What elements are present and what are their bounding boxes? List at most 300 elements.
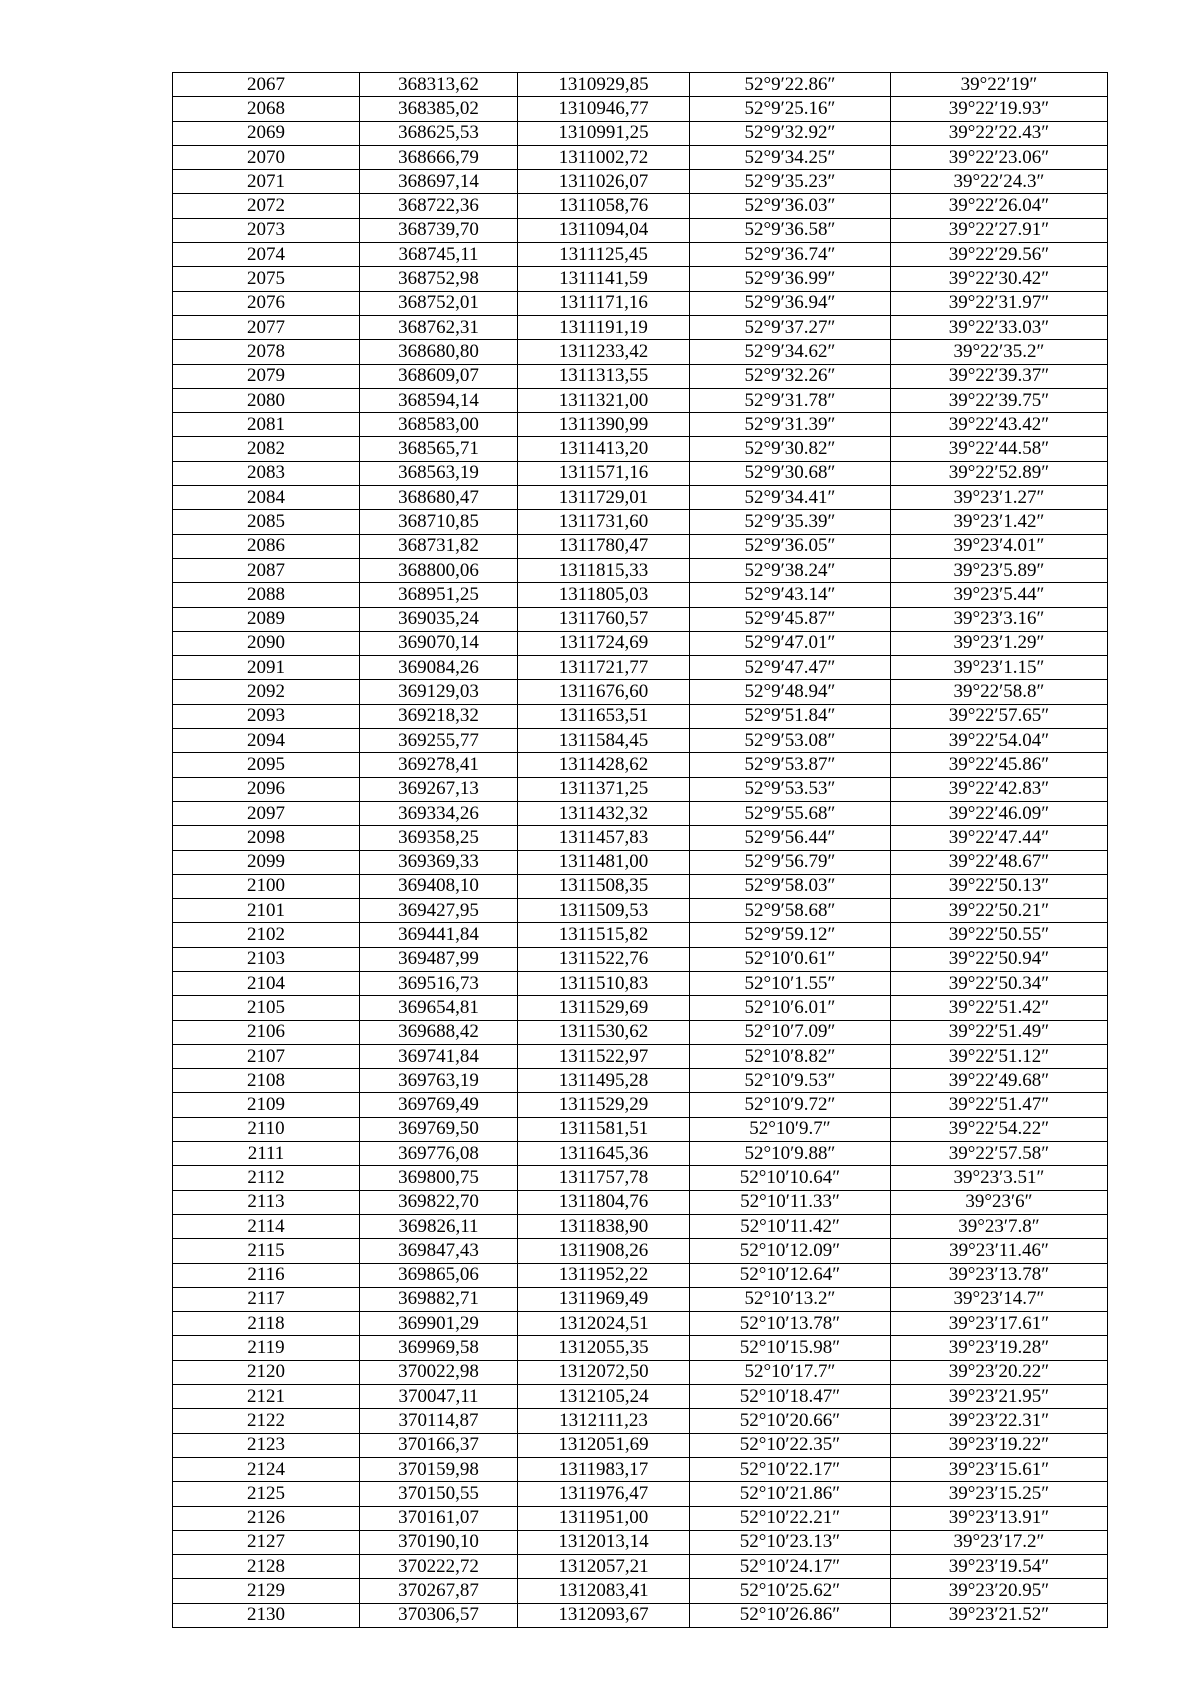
x-coordinate-cell: 370022,98 <box>360 1360 518 1384</box>
latitude-cell: 52°10′1.55″ <box>690 971 891 995</box>
y-coordinate-cell: 1311529,69 <box>518 996 690 1020</box>
point-number-cell: 2115 <box>173 1239 360 1263</box>
x-coordinate-cell: 369763,19 <box>360 1069 518 1093</box>
table-row <box>173 947 1108 971</box>
x-coordinate-cell: 368752,01 <box>360 291 518 315</box>
table-row <box>173 1069 1108 1093</box>
point-number-cell: 2085 <box>173 510 360 534</box>
x-coordinate-cell: 368710,85 <box>360 510 518 534</box>
table-row <box>173 850 1108 874</box>
y-coordinate-cell: 1311432,32 <box>518 801 690 825</box>
table-row <box>173 97 1108 121</box>
table-row <box>173 1555 1108 1579</box>
longitude-cell: 39°23′5.44″ <box>891 583 1108 607</box>
y-coordinate-cell: 1311983,17 <box>518 1457 690 1481</box>
y-coordinate-cell: 1311571,16 <box>518 461 690 485</box>
point-number-cell: 2100 <box>173 874 360 898</box>
point-number-cell: 2127 <box>173 1530 360 1554</box>
y-coordinate-cell: 1311413,20 <box>518 437 690 461</box>
latitude-cell: 52°9′36.99″ <box>690 267 891 291</box>
longitude-cell: 39°22′31.97″ <box>891 291 1108 315</box>
x-coordinate-cell: 368722,36 <box>360 194 518 218</box>
table-row <box>173 1044 1108 1068</box>
latitude-cell: 52°9′36.05″ <box>690 534 891 558</box>
y-coordinate-cell: 1311581,51 <box>518 1117 690 1141</box>
point-number-cell: 2097 <box>173 801 360 825</box>
latitude-cell: 52°10′8.82″ <box>690 1044 891 1068</box>
table-row <box>173 1093 1108 1117</box>
x-coordinate-cell: 369487,99 <box>360 947 518 971</box>
x-coordinate-cell: 368951,25 <box>360 583 518 607</box>
x-coordinate-cell: 370114,87 <box>360 1409 518 1433</box>
table-row <box>173 218 1108 242</box>
x-coordinate-cell: 370306,57 <box>360 1603 518 1627</box>
latitude-cell: 52°9′45.87″ <box>690 607 891 631</box>
table-row <box>173 534 1108 558</box>
table-row <box>173 996 1108 1020</box>
point-number-cell: 2107 <box>173 1044 360 1068</box>
y-coordinate-cell: 1311495,28 <box>518 1069 690 1093</box>
longitude-cell: 39°23′14.7″ <box>891 1287 1108 1311</box>
longitude-cell: 39°23′7.8″ <box>891 1214 1108 1238</box>
y-coordinate-cell: 1311094,04 <box>518 218 690 242</box>
latitude-cell: 52°9′55.68″ <box>690 801 891 825</box>
table-row <box>173 1409 1108 1433</box>
y-coordinate-cell: 1311321,00 <box>518 388 690 412</box>
longitude-cell: 39°22′29.56″ <box>891 243 1108 267</box>
latitude-cell: 52°9′59.12″ <box>690 923 891 947</box>
longitude-cell: 39°22′46.09″ <box>891 801 1108 825</box>
point-number-cell: 2101 <box>173 899 360 923</box>
table-row <box>173 1603 1108 1627</box>
x-coordinate-cell: 368752,98 <box>360 267 518 291</box>
y-coordinate-cell: 1310929,85 <box>518 73 690 97</box>
latitude-cell: 52°10′10.64″ <box>690 1166 891 1190</box>
y-coordinate-cell: 1310991,25 <box>518 121 690 145</box>
point-number-cell: 2072 <box>173 194 360 218</box>
longitude-cell: 39°22′50.55″ <box>891 923 1108 947</box>
point-number-cell: 2123 <box>173 1433 360 1457</box>
x-coordinate-cell: 368666,79 <box>360 145 518 169</box>
table-row <box>173 558 1108 582</box>
longitude-cell: 39°22′33.03″ <box>891 315 1108 339</box>
longitude-cell: 39°23′5.89″ <box>891 558 1108 582</box>
table-row <box>173 583 1108 607</box>
y-coordinate-cell: 1312093,67 <box>518 1603 690 1627</box>
latitude-cell: 52°9′38.24″ <box>690 558 891 582</box>
longitude-cell: 39°22′50.21″ <box>891 899 1108 923</box>
longitude-cell: 39°22′26.04″ <box>891 194 1108 218</box>
latitude-cell: 52°10′23.13″ <box>690 1530 891 1554</box>
latitude-cell: 52°10′11.33″ <box>690 1190 891 1214</box>
table-row <box>173 1433 1108 1457</box>
latitude-cell: 52°9′34.41″ <box>690 486 891 510</box>
table-row <box>173 388 1108 412</box>
longitude-cell: 39°23′6″ <box>891 1190 1108 1214</box>
y-coordinate-cell: 1311522,97 <box>518 1044 690 1068</box>
longitude-cell: 39°22′51.42″ <box>891 996 1108 1020</box>
longitude-cell: 39°23′22.31″ <box>891 1409 1108 1433</box>
y-coordinate-cell: 1311171,16 <box>518 291 690 315</box>
point-number-cell: 2088 <box>173 583 360 607</box>
latitude-cell: 52°10′13.78″ <box>690 1312 891 1336</box>
latitude-cell: 52°10′24.17″ <box>690 1555 891 1579</box>
y-coordinate-cell: 1311233,42 <box>518 340 690 364</box>
latitude-cell: 52°10′13.2″ <box>690 1287 891 1311</box>
latitude-cell: 52°10′26.86″ <box>690 1603 891 1627</box>
table-row <box>173 486 1108 510</box>
latitude-cell: 52°10′20.66″ <box>690 1409 891 1433</box>
longitude-cell: 39°23′15.25″ <box>891 1482 1108 1506</box>
table-row <box>173 826 1108 850</box>
x-coordinate-cell: 369969,58 <box>360 1336 518 1360</box>
latitude-cell: 52°10′9.7″ <box>690 1117 891 1141</box>
x-coordinate-cell: 368731,82 <box>360 534 518 558</box>
point-number-cell: 2089 <box>173 607 360 631</box>
longitude-cell: 39°22′42.83″ <box>891 777 1108 801</box>
point-number-cell: 2102 <box>173 923 360 947</box>
y-coordinate-cell: 1311141,59 <box>518 267 690 291</box>
y-coordinate-cell: 1311757,78 <box>518 1166 690 1190</box>
x-coordinate-cell: 369865,06 <box>360 1263 518 1287</box>
latitude-cell: 52°10′22.35″ <box>690 1433 891 1457</box>
y-coordinate-cell: 1311645,36 <box>518 1142 690 1166</box>
y-coordinate-cell: 1312055,35 <box>518 1336 690 1360</box>
point-number-cell: 2086 <box>173 534 360 558</box>
x-coordinate-cell: 368680,47 <box>360 486 518 510</box>
x-coordinate-cell: 370150,55 <box>360 1482 518 1506</box>
longitude-cell: 39°22′23.06″ <box>891 145 1108 169</box>
x-coordinate-cell: 368565,71 <box>360 437 518 461</box>
table-row <box>173 1214 1108 1238</box>
point-number-cell: 2114 <box>173 1214 360 1238</box>
x-coordinate-cell: 368563,19 <box>360 461 518 485</box>
latitude-cell: 52°9′51.84″ <box>690 704 891 728</box>
x-coordinate-cell: 370159,98 <box>360 1457 518 1481</box>
longitude-cell: 39°23′13.78″ <box>891 1263 1108 1287</box>
x-coordinate-cell: 369847,43 <box>360 1239 518 1263</box>
x-coordinate-cell: 369427,95 <box>360 899 518 923</box>
latitude-cell: 52°10′22.17″ <box>690 1457 891 1481</box>
x-coordinate-cell: 369035,24 <box>360 607 518 631</box>
point-number-cell: 2090 <box>173 631 360 655</box>
longitude-cell: 39°23′17.61″ <box>891 1312 1108 1336</box>
table-row <box>173 340 1108 364</box>
x-coordinate-cell: 369267,13 <box>360 777 518 801</box>
table-row <box>173 971 1108 995</box>
table-row <box>173 1239 1108 1263</box>
y-coordinate-cell: 1311815,33 <box>518 558 690 582</box>
x-coordinate-cell: 369769,49 <box>360 1093 518 1117</box>
y-coordinate-cell: 1311804,76 <box>518 1190 690 1214</box>
table-row <box>173 1020 1108 1044</box>
latitude-cell: 52°10′9.88″ <box>690 1142 891 1166</box>
y-coordinate-cell: 1312013,14 <box>518 1530 690 1554</box>
longitude-cell: 39°22′39.75″ <box>891 388 1108 412</box>
y-coordinate-cell: 1311760,57 <box>518 607 690 631</box>
x-coordinate-cell: 369688,42 <box>360 1020 518 1044</box>
point-number-cell: 2082 <box>173 437 360 461</box>
table-row <box>173 801 1108 825</box>
latitude-cell: 52°10′11.42″ <box>690 1214 891 1238</box>
table-row <box>173 1166 1108 1190</box>
point-number-cell: 2079 <box>173 364 360 388</box>
point-number-cell: 2080 <box>173 388 360 412</box>
longitude-cell: 39°22′57.58″ <box>891 1142 1108 1166</box>
longitude-cell: 39°22′57.65″ <box>891 704 1108 728</box>
longitude-cell: 39°22′39.37″ <box>891 364 1108 388</box>
x-coordinate-cell: 368762,31 <box>360 315 518 339</box>
point-number-cell: 2069 <box>173 121 360 145</box>
latitude-cell: 52°9′47.47″ <box>690 656 891 680</box>
x-coordinate-cell: 370267,87 <box>360 1579 518 1603</box>
latitude-cell: 52°9′58.68″ <box>690 899 891 923</box>
x-coordinate-cell: 368800,06 <box>360 558 518 582</box>
latitude-cell: 52°9′35.39″ <box>690 510 891 534</box>
longitude-cell: 39°22′30.42″ <box>891 267 1108 291</box>
point-number-cell: 2093 <box>173 704 360 728</box>
y-coordinate-cell: 1311125,45 <box>518 243 690 267</box>
y-coordinate-cell: 1311721,77 <box>518 656 690 680</box>
longitude-cell: 39°23′19.28″ <box>891 1336 1108 1360</box>
latitude-cell: 52°10′15.98″ <box>690 1336 891 1360</box>
y-coordinate-cell: 1311729,01 <box>518 486 690 510</box>
point-number-cell: 2096 <box>173 777 360 801</box>
y-coordinate-cell: 1312105,24 <box>518 1385 690 1409</box>
table-row <box>173 899 1108 923</box>
x-coordinate-cell: 369255,77 <box>360 729 518 753</box>
x-coordinate-cell: 369084,26 <box>360 656 518 680</box>
table-row <box>173 1506 1108 1530</box>
latitude-cell: 52°9′30.68″ <box>690 461 891 485</box>
latitude-cell: 52°9′31.39″ <box>690 413 891 437</box>
x-coordinate-cell: 369800,75 <box>360 1166 518 1190</box>
y-coordinate-cell: 1311026,07 <box>518 170 690 194</box>
longitude-cell: 39°22′19.93″ <box>891 97 1108 121</box>
longitude-cell: 39°23′3.16″ <box>891 607 1108 631</box>
longitude-cell: 39°23′20.22″ <box>891 1360 1108 1384</box>
point-number-cell: 2081 <box>173 413 360 437</box>
longitude-cell: 39°23′19.22″ <box>891 1433 1108 1457</box>
longitude-cell: 39°22′50.34″ <box>891 971 1108 995</box>
table-row <box>173 729 1108 753</box>
table-row <box>173 680 1108 704</box>
point-number-cell: 2094 <box>173 729 360 753</box>
longitude-cell: 39°22′49.68″ <box>891 1069 1108 1093</box>
point-number-cell: 2119 <box>173 1336 360 1360</box>
y-coordinate-cell: 1312072,50 <box>518 1360 690 1384</box>
longitude-cell: 39°22′44.58″ <box>891 437 1108 461</box>
table-row <box>173 121 1108 145</box>
table-row <box>173 145 1108 169</box>
point-number-cell: 2118 <box>173 1312 360 1336</box>
point-number-cell: 2103 <box>173 947 360 971</box>
point-number-cell: 2070 <box>173 145 360 169</box>
longitude-cell: 39°23′20.95″ <box>891 1579 1108 1603</box>
point-number-cell: 2084 <box>173 486 360 510</box>
longitude-cell: 39°22′47.44″ <box>891 826 1108 850</box>
longitude-cell: 39°22′50.13″ <box>891 874 1108 898</box>
longitude-cell: 39°23′3.51″ <box>891 1166 1108 1190</box>
latitude-cell: 52°9′36.94″ <box>690 291 891 315</box>
x-coordinate-cell: 369278,41 <box>360 753 518 777</box>
y-coordinate-cell: 1311838,90 <box>518 1214 690 1238</box>
point-number-cell: 2092 <box>173 680 360 704</box>
longitude-cell: 39°22′24.3″ <box>891 170 1108 194</box>
table-row <box>173 243 1108 267</box>
x-coordinate-cell: 369369,33 <box>360 850 518 874</box>
point-number-cell: 2126 <box>173 1506 360 1530</box>
y-coordinate-cell: 1311510,83 <box>518 971 690 995</box>
table-row <box>173 1117 1108 1141</box>
point-number-cell: 2076 <box>173 291 360 315</box>
latitude-cell: 52°10′9.53″ <box>690 1069 891 1093</box>
longitude-cell: 39°22′43.42″ <box>891 413 1108 437</box>
table-row <box>173 1360 1108 1384</box>
y-coordinate-cell: 1311002,72 <box>518 145 690 169</box>
table-row <box>173 170 1108 194</box>
latitude-cell: 52°9′53.87″ <box>690 753 891 777</box>
point-number-cell: 2098 <box>173 826 360 850</box>
longitude-cell: 39°23′21.95″ <box>891 1385 1108 1409</box>
point-number-cell: 2111 <box>173 1142 360 1166</box>
point-number-cell: 2125 <box>173 1482 360 1506</box>
longitude-cell: 39°22′54.22″ <box>891 1117 1108 1141</box>
y-coordinate-cell: 1311508,35 <box>518 874 690 898</box>
y-coordinate-cell: 1312024,51 <box>518 1312 690 1336</box>
longitude-cell: 39°22′22.43″ <box>891 121 1108 145</box>
latitude-cell: 52°9′32.26″ <box>690 364 891 388</box>
y-coordinate-cell: 1311951,00 <box>518 1506 690 1530</box>
y-coordinate-cell: 1311509,53 <box>518 899 690 923</box>
point-number-cell: 2105 <box>173 996 360 1020</box>
table-row <box>173 510 1108 534</box>
y-coordinate-cell: 1311584,45 <box>518 729 690 753</box>
x-coordinate-cell: 368739,70 <box>360 218 518 242</box>
point-number-cell: 2099 <box>173 850 360 874</box>
x-coordinate-cell: 368625,53 <box>360 121 518 145</box>
point-number-cell: 2128 <box>173 1555 360 1579</box>
latitude-cell: 52°10′21.86″ <box>690 1482 891 1506</box>
longitude-cell: 39°23′4.01″ <box>891 534 1108 558</box>
y-coordinate-cell: 1311653,51 <box>518 704 690 728</box>
point-number-cell: 2104 <box>173 971 360 995</box>
longitude-cell: 39°22′51.49″ <box>891 1020 1108 1044</box>
longitude-cell: 39°22′45.86″ <box>891 753 1108 777</box>
x-coordinate-cell: 369129,03 <box>360 680 518 704</box>
table-row <box>173 461 1108 485</box>
table-row <box>173 656 1108 680</box>
y-coordinate-cell: 1311676,60 <box>518 680 690 704</box>
y-coordinate-cell: 1312051,69 <box>518 1433 690 1457</box>
x-coordinate-cell: 368385,02 <box>360 97 518 121</box>
x-coordinate-cell: 368609,07 <box>360 364 518 388</box>
x-coordinate-cell: 369441,84 <box>360 923 518 947</box>
longitude-cell: 39°22′35.2″ <box>891 340 1108 364</box>
table-row <box>173 1530 1108 1554</box>
latitude-cell: 52°9′47.01″ <box>690 631 891 655</box>
table-row <box>173 607 1108 631</box>
y-coordinate-cell: 1312057,21 <box>518 1555 690 1579</box>
point-number-cell: 2120 <box>173 1360 360 1384</box>
point-number-cell: 2077 <box>173 315 360 339</box>
point-number-cell: 2071 <box>173 170 360 194</box>
table-row <box>173 1190 1108 1214</box>
y-coordinate-cell: 1311529,29 <box>518 1093 690 1117</box>
x-coordinate-cell: 368745,11 <box>360 243 518 267</box>
latitude-cell: 52°9′53.08″ <box>690 729 891 753</box>
x-coordinate-cell: 368313,62 <box>360 73 518 97</box>
point-number-cell: 2078 <box>173 340 360 364</box>
x-coordinate-cell: 369741,84 <box>360 1044 518 1068</box>
table-row <box>173 874 1108 898</box>
point-number-cell: 2106 <box>173 1020 360 1044</box>
latitude-cell: 52°9′25.16″ <box>690 97 891 121</box>
table-row <box>173 704 1108 728</box>
table-row <box>173 777 1108 801</box>
table-row <box>173 1312 1108 1336</box>
y-coordinate-cell: 1310946,77 <box>518 97 690 121</box>
latitude-cell: 52°9′35.23″ <box>690 170 891 194</box>
latitude-cell: 52°10′12.09″ <box>690 1239 891 1263</box>
point-number-cell: 2068 <box>173 97 360 121</box>
x-coordinate-cell: 369822,70 <box>360 1190 518 1214</box>
point-number-cell: 2074 <box>173 243 360 267</box>
longitude-cell: 39°22′27.91″ <box>891 218 1108 242</box>
table-row <box>173 1142 1108 1166</box>
latitude-cell: 52°9′58.03″ <box>690 874 891 898</box>
y-coordinate-cell: 1311908,26 <box>518 1239 690 1263</box>
table-row <box>173 267 1108 291</box>
y-coordinate-cell: 1311313,55 <box>518 364 690 388</box>
x-coordinate-cell: 369826,11 <box>360 1214 518 1238</box>
y-coordinate-cell: 1311428,62 <box>518 753 690 777</box>
longitude-cell: 39°23′1.29″ <box>891 631 1108 655</box>
latitude-cell: 52°9′31.78″ <box>690 388 891 412</box>
x-coordinate-cell: 370161,07 <box>360 1506 518 1530</box>
y-coordinate-cell: 1311969,49 <box>518 1287 690 1311</box>
longitude-cell: 39°22′50.94″ <box>891 947 1108 971</box>
point-number-cell: 2095 <box>173 753 360 777</box>
latitude-cell: 52°10′18.47″ <box>690 1385 891 1409</box>
x-coordinate-cell: 368583,00 <box>360 413 518 437</box>
longitude-cell: 39°23′19.54″ <box>891 1555 1108 1579</box>
latitude-cell: 52°9′43.14″ <box>690 583 891 607</box>
table-row <box>173 1263 1108 1287</box>
table-row <box>173 753 1108 777</box>
longitude-cell: 39°23′1.15″ <box>891 656 1108 680</box>
latitude-cell: 52°9′37.27″ <box>690 315 891 339</box>
point-number-cell: 2116 <box>173 1263 360 1287</box>
table-row <box>173 1336 1108 1360</box>
y-coordinate-cell: 1311191,19 <box>518 315 690 339</box>
x-coordinate-cell: 370166,37 <box>360 1433 518 1457</box>
latitude-cell: 52°9′22.86″ <box>690 73 891 97</box>
longitude-cell: 39°22′58.8″ <box>891 680 1108 704</box>
y-coordinate-cell: 1311481,00 <box>518 850 690 874</box>
point-number-cell: 2091 <box>173 656 360 680</box>
y-coordinate-cell: 1311530,62 <box>518 1020 690 1044</box>
latitude-cell: 52°9′36.03″ <box>690 194 891 218</box>
coordinates-table <box>172 72 1108 1628</box>
point-number-cell: 2121 <box>173 1385 360 1409</box>
latitude-cell: 52°9′36.58″ <box>690 218 891 242</box>
x-coordinate-cell: 368680,80 <box>360 340 518 364</box>
latitude-cell: 52°9′30.82″ <box>690 437 891 461</box>
longitude-cell: 39°23′21.52″ <box>891 1603 1108 1627</box>
point-number-cell: 2108 <box>173 1069 360 1093</box>
point-number-cell: 2083 <box>173 461 360 485</box>
